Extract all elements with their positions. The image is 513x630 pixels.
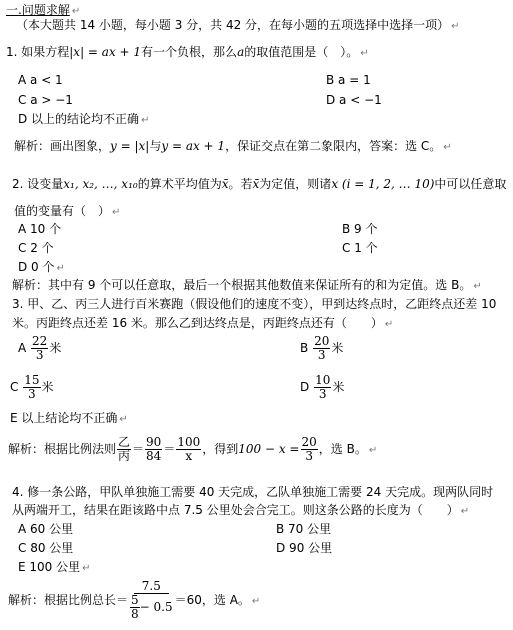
q3-option-b: B $\frac{20}{3}$ 米 bbox=[300, 334, 344, 362]
section-instruction: （本大题共 14 小题，每小题 3 分，共 42 分，在每小题的五项选择中选择一项） ↵ bbox=[16, 18, 460, 32]
q3-explanation: 解析：根据比例法则 $\frac{\text{乙}}{\text{丙}}$ ＝ $\frac{90}{84}$ ＝ $\frac{100}{x}$ ，得到100 − x = $\frac{20}{3}$ ，选 B。 ↵ bbox=[8, 435, 378, 463]
q4-option-c: C 80 公里 bbox=[18, 541, 74, 555]
q2-option-e: D 0 个 ↵ bbox=[18, 260, 65, 274]
q4-stem-line2: 从两端开工，结果在距该路中点 7.5 公里处会合完工。则这条公路的长度为（ ） ↵ bbox=[12, 503, 470, 517]
q4-option-a: A 60 公里 bbox=[18, 522, 74, 536]
q1-stem: 1. 如果方程|x| = ax + 1有一个负根，那么a的取值范围是（ ）。 ↵ bbox=[6, 45, 369, 59]
q2-option-b: B 9 个 bbox=[342, 222, 378, 236]
q2-option-c: C 2 个 bbox=[18, 241, 54, 255]
q1-option-a: A a < 1 bbox=[18, 73, 63, 87]
q4-option-e: E 100 公里 ↵ bbox=[18, 560, 91, 574]
q1-option-c: C a > −1 bbox=[18, 93, 73, 107]
q3-option-a: A $\frac{22}{3}$ 米 bbox=[18, 334, 62, 362]
q4-option-b: B 70 公里 bbox=[276, 522, 332, 536]
q1-explanation: 解析：画出图象，y = |x|与y = ax + 1，保证交点在第二象限内，答案：选 C。 ↵ bbox=[14, 139, 452, 153]
q1-option-e: D 以上的结论均不正确 ↵ bbox=[18, 112, 150, 126]
section-title: 一.问题求解 ↵ bbox=[6, 3, 81, 17]
q3-stem-line1: 3. 甲、乙、丙三人进行百米赛跑（假设他们的速度不变），甲到达终点时，乙距终点还差 10 bbox=[12, 297, 497, 311]
q2-option-a: A 10 个 bbox=[18, 222, 62, 236]
q3-option-d: D $\frac{10}{3}$ 米 bbox=[300, 373, 345, 401]
q2-option-d: C 1 个 bbox=[342, 241, 378, 255]
q2-explanation: 解析：其中有 9 个可以任意取，最后一个根据其他数值来保证所有的和为定值。选 B。 ↵ bbox=[12, 278, 482, 292]
q2-stem-line2: 值的变量有（ ） ↵ bbox=[14, 204, 121, 218]
q3-option-e: E 以上结论均不正确 ↵ bbox=[10, 411, 128, 425]
q3-option-c: C $\frac{15}{3}$ 米 bbox=[10, 373, 54, 401]
q1-option-b: B a = 1 bbox=[326, 73, 371, 87]
q3-stem-line2: 米。丙距终点还差 16 米。那么乙到达终点是，丙距终点还有（ ） ↵ bbox=[12, 316, 394, 330]
q2-stem-line1: 2. 设变量x₁, x₂, …, x₁₀的算术平均值为x̄。若x̄为定值，则诸x (i = 1, 2, … 10)中可以任意取 bbox=[12, 177, 507, 191]
q4-option-d: D 90 公里 bbox=[276, 541, 333, 555]
q4-stem-line1: 4. 修一条公路，甲队单独施工需要 40 天完成，乙队单独施工需要 24 天完成。现两队同时 bbox=[12, 485, 494, 499]
q4-explanation: 解析：根据比例总长＝ 7.5 $\frac{5}{8}$ − 0.5 ＝60，选 A。 ↵ bbox=[8, 579, 261, 621]
q1-option-d: D a < −1 bbox=[326, 93, 382, 107]
